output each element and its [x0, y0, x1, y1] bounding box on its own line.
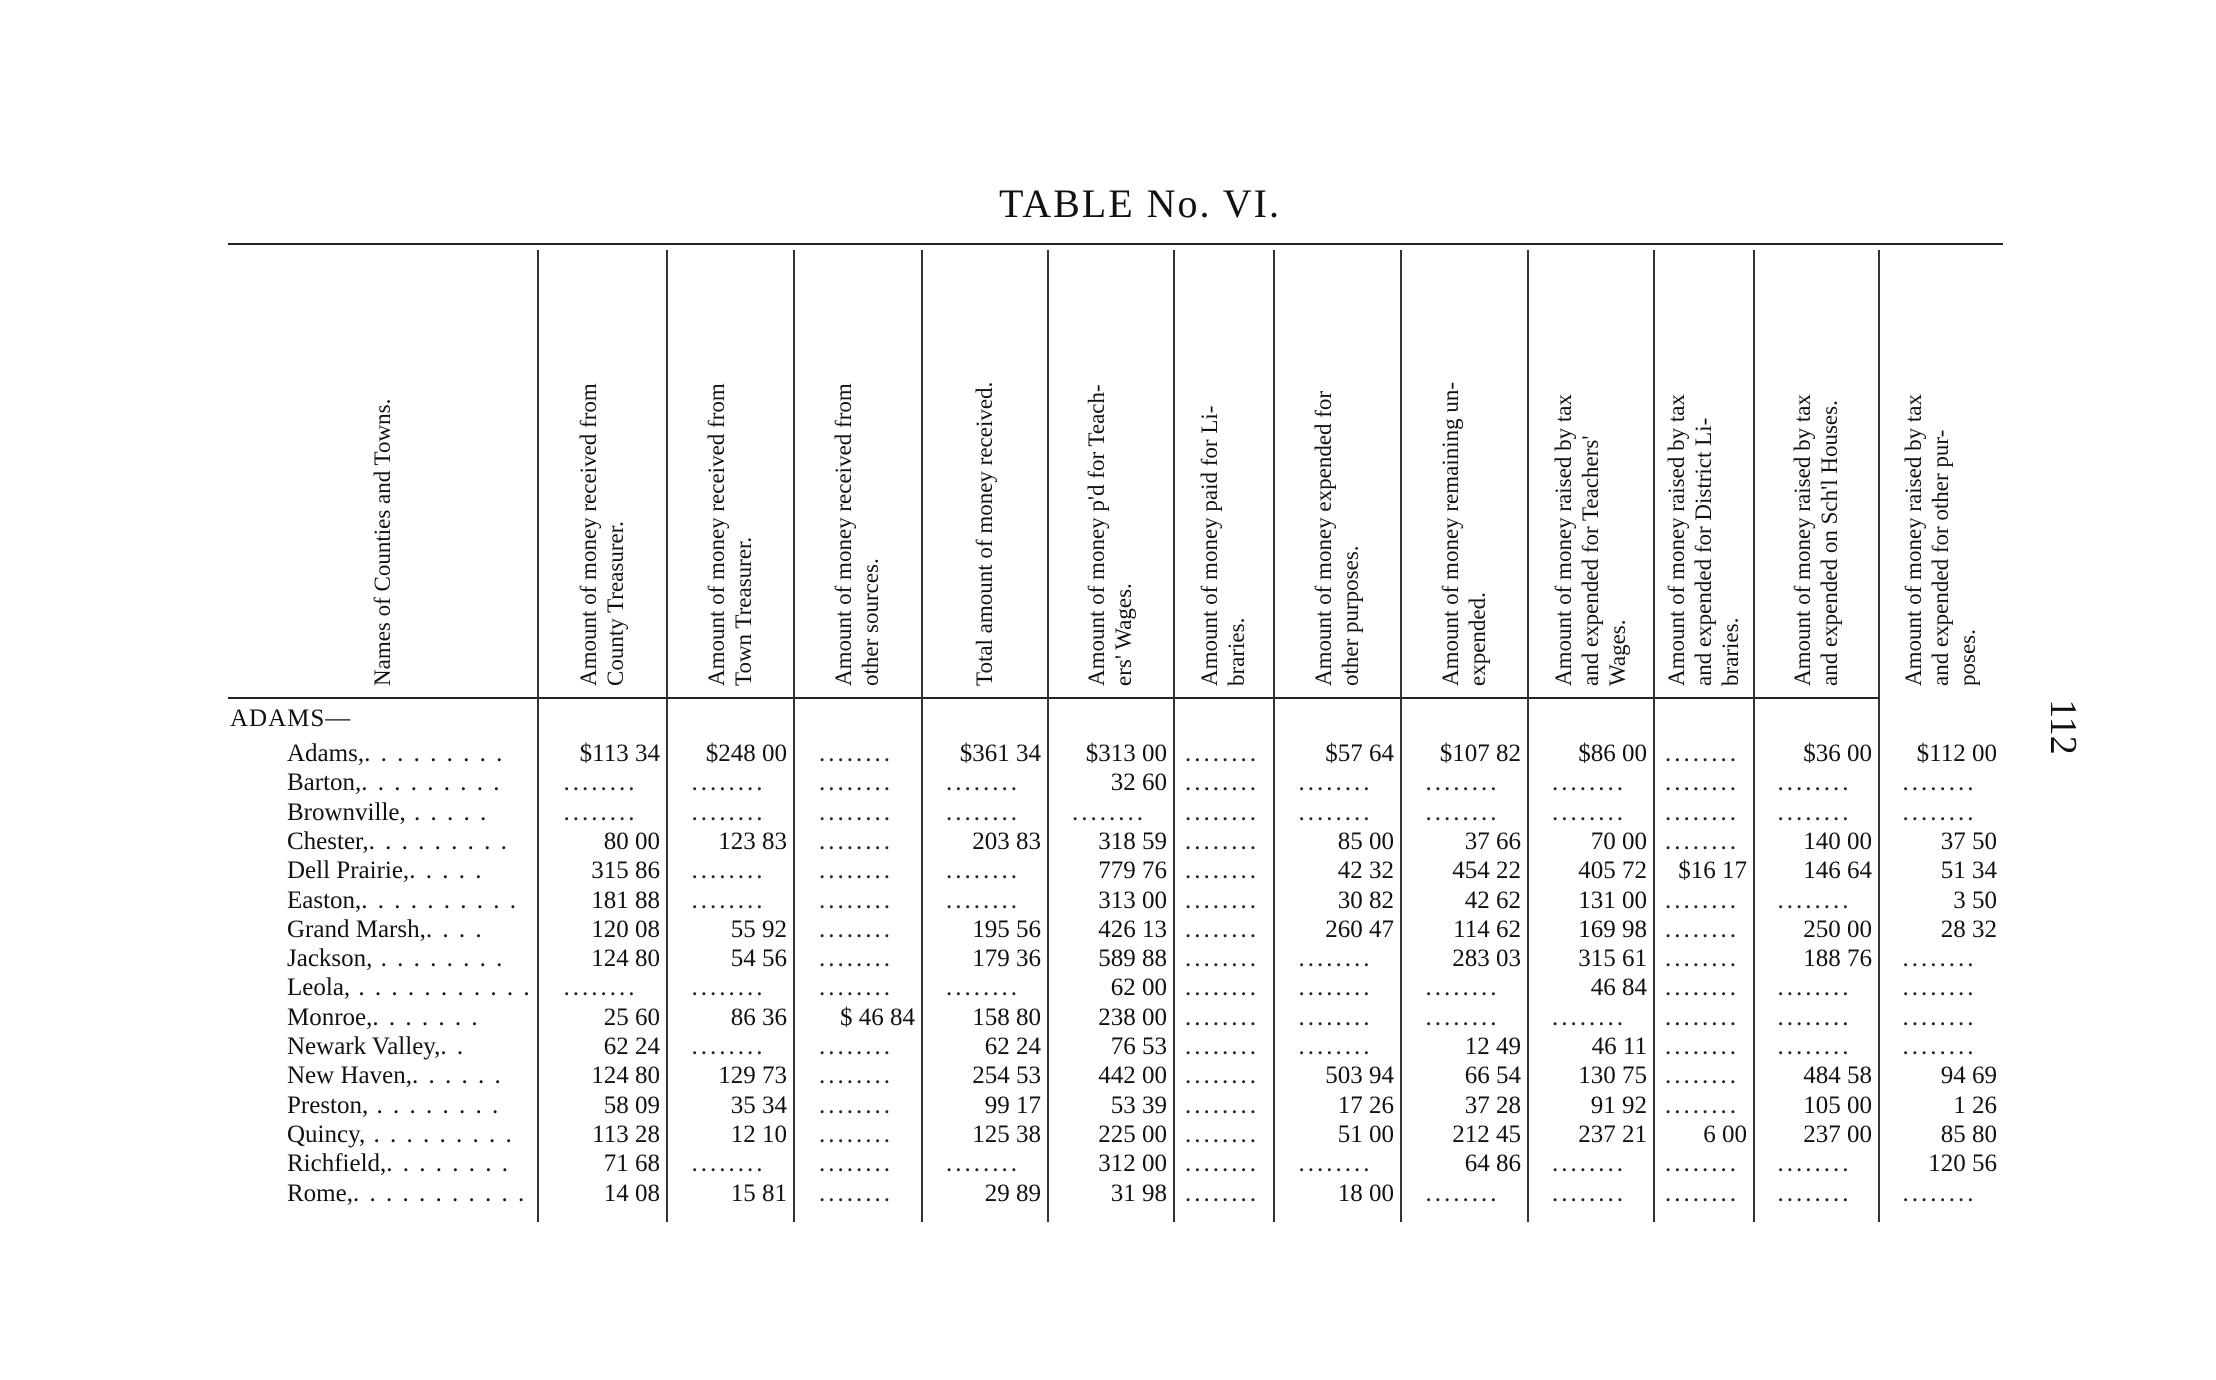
empty-cell: ........: [1185, 798, 1259, 826]
value-cell: 123 83: [718, 827, 787, 855]
page-number: 112: [2041, 699, 2084, 755]
value-cell: 315 61: [1578, 945, 1647, 973]
town-leader-dots: . .: [440, 1033, 466, 1060]
empty-cell: ........: [1185, 1033, 1259, 1060]
town-label: Easton,: [287, 886, 362, 914]
value-cell: 62 00: [1110, 974, 1167, 1002]
empty-cell: ........: [946, 857, 1020, 885]
column-header-text: Amount of money received from County Treasurer.: [575, 383, 628, 686]
column-divider: [1878, 250, 1880, 1222]
town-name: [287, 1004, 480, 1032]
town-name: [287, 1150, 510, 1178]
empty-cell: ........: [819, 945, 893, 973]
empty-cell: ........: [1665, 1091, 1739, 1119]
empty-cell: ........: [691, 886, 766, 914]
empty-cell: ........: [1777, 798, 1852, 826]
value-cell: $248 00: [705, 740, 787, 767]
value-cell: 35 34: [730, 1091, 787, 1119]
empty-cell: ........: [1665, 945, 1739, 973]
empty-cell: ........: [691, 798, 766, 826]
column-header: [1400, 246, 1527, 692]
town-leader-dots: . . . . . . . .: [368, 1091, 501, 1119]
column-header-text: Amount of money raised by tax and expended on Sch'l Houses.: [1789, 394, 1842, 686]
column-header: [537, 246, 666, 692]
town-label: Grand Marsh,: [287, 915, 426, 943]
town-label: Quincy,: [287, 1120, 366, 1148]
empty-cell: ........: [1185, 1062, 1259, 1090]
empty-cell: ........: [819, 1033, 893, 1060]
empty-cell: ........: [819, 857, 893, 885]
column-divider: [1527, 250, 1529, 1222]
town-name: [287, 857, 483, 885]
town-leader-dots: . . . . . . . . . . .: [350, 974, 532, 1002]
empty-cell: ........: [1777, 1003, 1852, 1031]
empty-cell: ........: [563, 769, 638, 797]
town-leader-dots: . . . . . . . .: [386, 1150, 511, 1178]
empty-cell: ........: [1425, 798, 1500, 826]
header-rule: [228, 697, 1878, 699]
town-label: Dell Prairie,: [287, 857, 410, 885]
value-cell: 315 86: [591, 857, 660, 885]
value-cell: $112 00: [1916, 740, 1997, 767]
column-divider: [1173, 250, 1175, 1222]
value-cell: 120 56: [1928, 1150, 1997, 1178]
empty-cell: ........: [1665, 1062, 1739, 1090]
town-name: [287, 1033, 465, 1061]
value-cell: 283 03: [1452, 945, 1521, 973]
empty-cell: ........: [1185, 974, 1259, 1002]
empty-cell: ........: [1665, 886, 1739, 914]
value-cell: $16 17: [1678, 857, 1747, 885]
value-cell: 131 00: [1578, 886, 1647, 914]
table-title: TABLE No. VI.: [998, 181, 1282, 226]
column-header-text: Total amount of money received.: [971, 381, 997, 686]
empty-cell: ........: [1298, 798, 1373, 826]
value-cell: $361 34: [959, 740, 1041, 767]
value-cell: 18 00: [1337, 1179, 1394, 1207]
value-cell: 250 00: [1803, 915, 1872, 943]
empty-cell: ........: [1185, 769, 1259, 797]
value-cell: 70 00: [1590, 827, 1647, 855]
empty-cell: ........: [1425, 1003, 1500, 1031]
column-header: [1527, 246, 1653, 692]
town-name: [287, 887, 518, 915]
value-cell: 30 82: [1337, 886, 1394, 914]
empty-cell: ........: [819, 769, 893, 797]
value-cell: 12 10: [730, 1120, 787, 1148]
value-cell: 94 69: [1940, 1062, 1997, 1090]
empty-cell: ........: [819, 740, 893, 767]
value-cell: 125 38: [972, 1120, 1041, 1148]
value-cell: 454 22: [1452, 857, 1521, 885]
empty-cell: ........: [946, 974, 1020, 1002]
empty-cell: ........: [1902, 1003, 1977, 1031]
value-cell: $107 82: [1439, 740, 1521, 767]
empty-cell: ........: [946, 1150, 1020, 1178]
empty-cell: ........: [819, 886, 893, 914]
value-cell: 46 84: [1590, 974, 1647, 1002]
empty-cell: ........: [1425, 769, 1500, 797]
value-cell: 146 64: [1803, 857, 1872, 885]
town-label: New Haven,: [287, 1062, 412, 1090]
empty-cell: ........: [1298, 1003, 1373, 1031]
column-header: [1753, 246, 1878, 692]
empty-cell: ........: [1425, 974, 1500, 1002]
value-cell: 129 73: [718, 1062, 787, 1090]
value-cell: 51 34: [1940, 857, 1997, 885]
town-leader-dots: . . . . . . . . .: [364, 740, 505, 767]
column-header-text: Amount of money paid for Li- braries.: [1197, 405, 1249, 686]
town-leader-dots: . . . . . . . . .: [361, 769, 502, 797]
empty-cell: ........: [1185, 1003, 1259, 1031]
column-divider: [666, 250, 668, 1222]
column-header: [1878, 246, 2003, 692]
value-cell: 1 26: [1953, 1091, 1997, 1119]
town-leader-dots: . . . . . .: [411, 1062, 503, 1090]
value-cell: 124 80: [591, 945, 660, 973]
column-header: [1173, 246, 1273, 692]
empty-cell: ........: [1552, 1150, 1626, 1178]
town-name: [287, 916, 484, 944]
value-cell: $86 00: [1578, 740, 1647, 767]
value-cell: 64 86: [1464, 1150, 1521, 1178]
value-cell: 589 88: [1098, 945, 1167, 973]
value-cell: 6 00: [1703, 1120, 1747, 1148]
column-header-text: Amount of money remaining un- expended.: [1437, 381, 1490, 686]
empty-cell: ........: [1665, 1003, 1739, 1031]
town-leader-dots: . . . . . . .: [372, 1003, 480, 1031]
value-cell: 188 76: [1803, 945, 1872, 973]
column-divider: [537, 250, 539, 1222]
empty-cell: ........: [1777, 1179, 1852, 1207]
value-cell: 37 28: [1464, 1091, 1521, 1119]
empty-cell: ........: [1298, 769, 1373, 797]
value-cell: 42 32: [1337, 857, 1394, 885]
empty-cell: ........: [691, 769, 766, 797]
empty-cell: ........: [691, 974, 766, 1002]
value-cell: 484 58: [1803, 1062, 1872, 1090]
empty-cell: ........: [1185, 886, 1259, 914]
column-header-text: Amount of money received from other sources.: [831, 383, 883, 686]
empty-cell: ........: [819, 974, 893, 1002]
empty-cell: ........: [1552, 798, 1626, 826]
empty-cell: ........: [563, 974, 638, 1002]
empty-cell: ........: [1552, 1003, 1626, 1031]
value-cell: $57 64: [1325, 740, 1394, 767]
empty-cell: ........: [1777, 1033, 1852, 1060]
value-cell: 58 09: [603, 1091, 660, 1119]
value-cell: 3 50: [1953, 886, 1997, 914]
town-name: [287, 740, 504, 768]
column-divider: [1653, 250, 1655, 1222]
empty-cell: ........: [1425, 1179, 1500, 1207]
value-cell: $313 00: [1085, 740, 1167, 767]
value-cell: 37 66: [1464, 827, 1521, 855]
empty-cell: ........: [691, 857, 766, 885]
value-cell: 238 00: [1098, 1003, 1167, 1031]
column-header-text: Amount of money received from Town Treasurer.: [703, 383, 756, 686]
value-cell: 181 88: [591, 886, 660, 914]
value-cell: 426 13: [1098, 915, 1167, 943]
value-cell: 195 56: [972, 915, 1041, 943]
column-divider: [921, 250, 923, 1222]
column-header: [921, 246, 1047, 692]
empty-cell: ........: [691, 1150, 766, 1178]
column-header-text: Names of Counties and Towns.: [370, 398, 395, 686]
value-cell: $36 00: [1803, 740, 1872, 767]
empty-cell: ........: [1777, 1150, 1852, 1178]
town-label: Jackson,: [287, 945, 373, 973]
empty-cell: ........: [1777, 769, 1852, 797]
value-cell: $113 34: [579, 740, 660, 767]
town-label: Newark Valley,: [287, 1033, 441, 1060]
county-name: ADAMS—: [230, 705, 352, 732]
town-name: [287, 1092, 500, 1120]
value-cell: 114 62: [1453, 915, 1521, 943]
column-header: [1273, 246, 1400, 692]
town-label: Preston,: [287, 1091, 369, 1119]
empty-cell: ........: [1665, 915, 1739, 943]
value-cell: 17 26: [1337, 1091, 1394, 1119]
empty-cell: ........: [819, 1062, 893, 1090]
value-cell: 254 53: [972, 1062, 1041, 1090]
value-cell: 42 62: [1464, 886, 1521, 914]
empty-cell: ........: [1902, 945, 1977, 973]
town-label: Barton,: [287, 769, 362, 797]
empty-cell: ........: [819, 827, 893, 855]
empty-cell: ........: [1185, 1091, 1259, 1119]
town-label: Brownville,: [287, 798, 406, 826]
empty-cell: ........: [946, 769, 1020, 797]
column-divider: [1400, 250, 1402, 1222]
column-divider: [1273, 250, 1275, 1222]
empty-cell: ........: [1185, 740, 1259, 767]
value-cell: 212 45: [1452, 1120, 1521, 1148]
value-cell: 237 00: [1803, 1120, 1872, 1148]
empty-cell: ........: [1552, 769, 1626, 797]
value-cell: 169 98: [1578, 915, 1647, 943]
empty-cell: ........: [1902, 1179, 1977, 1207]
column-header: [793, 246, 921, 692]
column-header: [228, 246, 537, 692]
town-label: Chester,: [287, 827, 369, 855]
empty-cell: ........: [1552, 1179, 1626, 1207]
town-label: Leola,: [287, 974, 351, 1002]
value-cell: 31 98: [1110, 1179, 1167, 1207]
column-header-text: Amount of money raised by tax and expended for Teachers' Wages.: [1550, 394, 1630, 686]
value-cell: 15 81: [730, 1179, 787, 1207]
town-name: [287, 974, 532, 1002]
value-cell: 442 00: [1098, 1062, 1167, 1090]
value-cell: 85 00: [1337, 827, 1394, 855]
empty-cell: ........: [819, 1091, 893, 1119]
empty-cell: ........: [1072, 798, 1146, 826]
town-leader-dots: . . . . . . . . .: [368, 827, 509, 855]
town-name: [287, 1062, 503, 1090]
town-leader-dots: . . . . . . . .: [372, 945, 505, 973]
town-leader-dots: . . . . . . . . . .: [361, 886, 519, 914]
empty-cell: ........: [1665, 1179, 1739, 1207]
town-name: [287, 1180, 526, 1208]
value-cell: 237 21: [1578, 1120, 1647, 1148]
empty-cell: ........: [1185, 1150, 1259, 1178]
value-cell: 203 83: [972, 827, 1041, 855]
empty-cell: ........: [1665, 1150, 1739, 1178]
empty-cell: ........: [1665, 1033, 1739, 1060]
empty-cell: ........: [1665, 769, 1739, 797]
value-cell: 158 80: [972, 1003, 1041, 1031]
empty-cell: ........: [819, 1150, 893, 1178]
column-header-text: Amount of money raised by tax and expended for District Li- braries.: [1663, 394, 1743, 686]
value-cell: 54 56: [730, 945, 787, 973]
value-cell: 124 80: [591, 1062, 660, 1090]
column-header-text: Amount of money expended for other purposes.: [1310, 390, 1363, 686]
empty-cell: ........: [1185, 915, 1259, 943]
town-label: Monroe,: [287, 1003, 373, 1031]
value-cell: 28 32: [1940, 915, 1997, 943]
empty-cell: ........: [819, 1120, 893, 1148]
value-cell: 179 36: [972, 945, 1041, 973]
town-leader-dots: . . . .: [425, 915, 484, 943]
value-cell: 91 92: [1590, 1091, 1647, 1119]
empty-cell: ........: [1665, 740, 1739, 767]
town-label: Adams,: [287, 740, 365, 767]
value-cell: 318 59: [1098, 827, 1167, 855]
column-divider: [1047, 250, 1049, 1222]
empty-cell: ........: [819, 798, 893, 826]
town-name: [287, 828, 509, 856]
value-cell: 313 00: [1098, 886, 1167, 914]
value-cell: 260 47: [1325, 915, 1394, 943]
empty-cell: ........: [1902, 1033, 1977, 1060]
column-header-text: Amount of money p'd for Teach- ers' Wages.: [1084, 384, 1136, 686]
empty-cell: ........: [1665, 974, 1739, 1002]
empty-cell: ........: [1185, 857, 1259, 885]
value-cell: 503 94: [1325, 1062, 1394, 1090]
value-cell: 66 54: [1464, 1062, 1521, 1090]
empty-cell: ........: [1902, 974, 1977, 1002]
empty-cell: ........: [1902, 769, 1977, 797]
value-cell: 12 49: [1464, 1033, 1521, 1060]
town-name: [287, 945, 504, 973]
value-cell: 140 00: [1803, 827, 1872, 855]
value-cell: 76 53: [1110, 1033, 1167, 1060]
column-divider: [793, 250, 795, 1222]
empty-cell: ........: [1298, 1033, 1373, 1060]
town-label: Rome,: [287, 1179, 353, 1207]
value-cell: 80 00: [603, 827, 660, 855]
value-cell: 85 80: [1940, 1120, 1997, 1148]
empty-cell: ........: [819, 915, 893, 943]
value-cell: 29 89: [984, 1179, 1041, 1207]
town-leader-dots: . . . . . . . . . . .: [352, 1179, 527, 1207]
empty-cell: ........: [1298, 974, 1373, 1002]
value-cell: 62 24: [603, 1033, 660, 1060]
value-cell: $ 46 84: [840, 1003, 915, 1031]
column-header-text: Amount of money raised by tax and expended for other pur- poses.: [1901, 394, 1980, 686]
empty-cell: ........: [563, 798, 638, 826]
value-cell: 53 39: [1110, 1091, 1167, 1119]
town-name: [287, 769, 502, 797]
town-leader-dots: . . . . . . . . .: [365, 1120, 514, 1148]
value-cell: 130 75: [1578, 1062, 1647, 1090]
value-cell: 37 50: [1940, 827, 1997, 855]
empty-cell: ........: [1777, 974, 1852, 1002]
column-header: [1047, 246, 1173, 692]
empty-cell: ........: [1185, 1179, 1259, 1207]
column-header: [1653, 246, 1753, 692]
empty-cell: ........: [1185, 827, 1259, 855]
value-cell: 405 72: [1578, 857, 1647, 885]
top-rule: [228, 243, 2003, 245]
town-name: [287, 799, 488, 827]
value-cell: 99 17: [984, 1091, 1041, 1119]
value-cell: 113 28: [592, 1120, 660, 1148]
empty-cell: ........: [1185, 1120, 1259, 1148]
value-cell: 105 00: [1803, 1091, 1872, 1119]
column-header: [666, 246, 793, 692]
value-cell: 312 00: [1098, 1150, 1167, 1178]
value-cell: 779 76: [1098, 857, 1167, 885]
value-cell: 14 08: [603, 1179, 660, 1207]
empty-cell: ........: [1777, 886, 1852, 914]
value-cell: 120 08: [591, 915, 660, 943]
value-cell: 32 60: [1110, 769, 1167, 797]
town-leader-dots: . . . . .: [405, 798, 489, 826]
value-cell: 62 24: [984, 1033, 1041, 1060]
value-cell: 46 11: [1591, 1033, 1647, 1060]
value-cell: 71 68: [603, 1150, 660, 1178]
town-label: Richfield,: [287, 1150, 387, 1178]
value-cell: 225 00: [1098, 1120, 1167, 1148]
empty-cell: ........: [1298, 945, 1373, 973]
empty-cell: ........: [946, 886, 1020, 914]
empty-cell: ........: [946, 798, 1020, 826]
empty-cell: ........: [1902, 798, 1977, 826]
empty-cell: ........: [1665, 827, 1739, 855]
empty-cell: ........: [1665, 798, 1739, 826]
value-cell: 86 36: [730, 1003, 787, 1031]
column-divider: [1753, 250, 1755, 1222]
value-cell: 55 92: [730, 915, 787, 943]
town-name: [287, 1121, 514, 1149]
value-cell: 25 60: [603, 1003, 660, 1031]
town-leader-dots: . . . . .: [409, 857, 484, 885]
value-cell: 51 00: [1337, 1120, 1394, 1148]
empty-cell: ........: [691, 1033, 766, 1060]
empty-cell: ........: [1298, 1150, 1373, 1178]
empty-cell: ........: [819, 1179, 893, 1207]
empty-cell: ........: [1185, 945, 1259, 973]
